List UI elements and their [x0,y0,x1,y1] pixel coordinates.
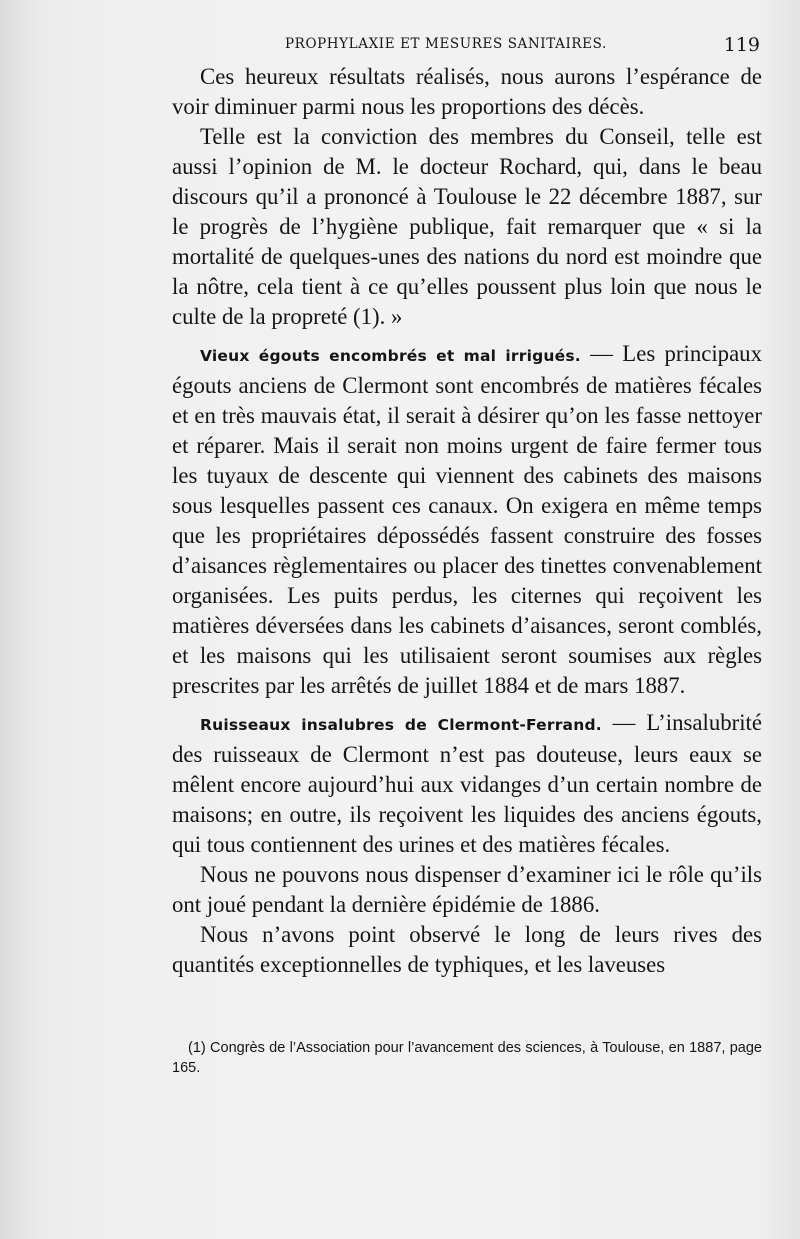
footnote [172,1038,762,1078]
footnote-text: (1) Congrès de l’Association pour l’avancement des sciences, à Toulouse, en 1887, page 165. [172,1040,762,1076]
running-title: PROPHYLAXIE ET MESURES SANITAIRES. [285,36,607,52]
section-heading-ruisseaux: Ruisseaux insalubres de Clermont-Ferrand. [200,716,602,734]
paragraph-1: Ces heureux résultats réalisés, nous aurons l’espérance de voir diminuer parmi nous les proportions des décès. [172,64,762,119]
section-heading-egouts: Vieux égouts encombrés et mal irrigués. [200,347,581,365]
paragraph-5: Nous ne pouvons nous dispenser d’examiner ici le rôle qu’ils ont joué pendant la dernière épidémie de 1886. [172,862,762,917]
page-number: 119 [723,34,760,56]
paragraph-3 [172,339,762,701]
paragraph-6: Nous n’avons point observé le long de leurs rives des quantités exceptionnelles de typhiques, et les laveuses [172,922,762,977]
paragraph-2: Telle est la conviction des membres du Conseil, telle est aussi l’opinion de M. le docteur Rochard, qui, dans le beau discours qu’il a prononcé à Toulouse le 22 décembre 1887, sur le progrès de l’hygiène publique, fait remarquer que « si la mortalité de quelques-unes des nations du nord est moindre que la nôtre, cela tient à ce qu’elles poussent plus loin que nous le culte de la propreté (1). » [172,124,762,329]
paragraph-4-text: — L’insalubrité des ruisseaux de Clermont n’est pas douteuse, leurs eaux se mêlent encore aujourd’hui aux vidanges d’un certain nombre de maisons; en outre, ils reçoivent les liquides des anciens égouts, qui tous contiennent des urines et des matières fécales. [172,710,762,857]
page-header [172,34,762,56]
body-text [172,62,762,980]
paragraph-4 [172,708,762,860]
paragraph-3-text: — Les principaux égouts anciens de Clermont sont encombrés de matières fécales et en très mauvais état, il serait à désirer qu’on les fasse nettoyer et réparer. Mais il serait non moins urgent de faire fermer tous les tuyaux de descente qui viennent des cabinets des maisons sous lesquelles passent ces canaux. On exigera en même temps que les propriétaires dépossédés fassent construire des fosses d’aisances règlementaires ou placer des tinettes convenablement organisées. Les puits perdus, les citernes qui reçoivent les matières déversées dans les cabinets d’aisances, seront comblés, et les maisons qui les utilisaient seront soumises aux règles prescrites par les arrêtés de juillet 1884 et de mars 1887. [172,341,762,698]
